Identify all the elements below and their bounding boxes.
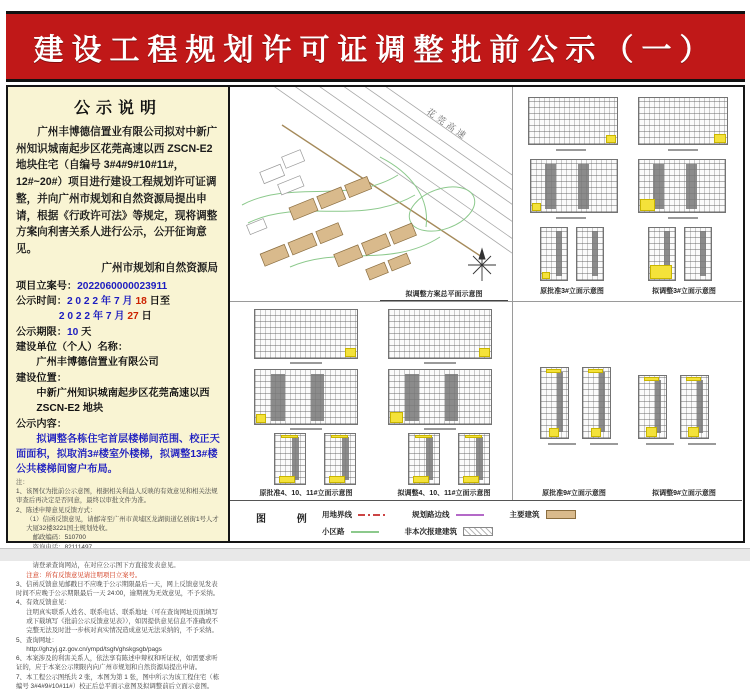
elevation-drawing xyxy=(388,369,492,425)
footnote-line: 1、该图仅为批前公示意图，根据相关利益人反映的有效意见和相关法规审查后再决定是否同意，最终以审批文件为准。 xyxy=(16,488,218,505)
panel-title: 公示说明 xyxy=(73,100,162,117)
publicity-content-text: 拟调整各栋住宅首层楼梯间范围、校正天面面积，拟取消3#楼室外楼梯，拟调整13#楼公共楼梯间窗户布局。 xyxy=(16,433,220,476)
elevation-drawing xyxy=(254,369,358,425)
planned-road-line-icon xyxy=(456,514,484,516)
main-buildings xyxy=(248,168,425,301)
elevation-drawing xyxy=(254,309,358,359)
expressway-label: 花莞高速 xyxy=(424,106,470,143)
legend-item-land-boundary: 用地界线 xyxy=(322,509,386,520)
legend-item-not-in-application: 非本次报建建筑 xyxy=(405,526,494,537)
footnote-line: 7、本工程公示图纸共 2 张，本图为第 1 张，图中所示为该工程住宅（栋编号 3#4#9#10#11#）校正后总平面示意图及拟调整前后立面示意图。 xyxy=(16,673,220,690)
footnote-heading: 注： xyxy=(16,478,29,486)
case-number-row: 项目立案号：2022060000023911 xyxy=(16,280,168,292)
elevation-drawing xyxy=(274,433,306,485)
footnote-line: 2、陈述申辩意见反馈方式： xyxy=(16,506,97,514)
elevation-drawing xyxy=(458,433,490,485)
original-41011-caption: 原批准4、10、11#立面示意图 xyxy=(259,490,353,497)
main-building-swatch-icon xyxy=(546,510,576,519)
elevation-drawing xyxy=(638,159,726,213)
original-9-caption: 原批准9#立面示意图 xyxy=(542,490,606,497)
title-banner xyxy=(6,14,745,82)
site-plan-quadrant xyxy=(230,87,512,301)
adjusted-9-caption: 拟调整9#立面示意图 xyxy=(652,490,716,497)
builder-value-row: 广州丰博德信置业有限公司 xyxy=(36,357,159,369)
notice-paragraph: 广州丰博德信置业有限公司拟对中新广州知识城南起步区花莞高速以西 ZSCN-E2 地块住宅（自编号 3#4#9#10#11#，12#~20#）项目进行建设工程规划许可证调整，并向广州市规划和自然资源局提出申请，根据《行政许可法》等规定，现将调整方案向利害关系人进行公示，公开征询意见。 xyxy=(16,126,218,256)
publicity-time-row2: 2 0 2 2 年 7 月 27 日 xyxy=(58,311,152,323)
legend-item-community-road: 小区路 xyxy=(322,526,379,537)
notice-fields xyxy=(16,279,220,432)
legend-item-main-building: 主要建筑 xyxy=(510,509,576,520)
community-road-line-icon xyxy=(351,531,379,533)
bottom-gray-strip xyxy=(0,548,750,561)
footnote-line: 注明真实联系人姓名、联系电话、联系地址（可在查询网址页面填写或下载填写《批前公示反馈意见表》），如因提供意见信息不准确或不完整无法及时进一步核对真实情况造成意见无法采纳的，不予采纳。 xyxy=(26,608,218,635)
original-3-caption: 原批准3#立面示意图 xyxy=(540,288,604,295)
footnote-line: 6、本案涉及的利害关系人，依法享有陈述申辩权和听证权，如需要求听证的，应于本案公示期限内向广州市规划和自然资源局提出申请。 xyxy=(16,655,218,672)
elevation-drawing xyxy=(540,227,568,281)
legend-row-2 xyxy=(322,526,511,537)
elevation-drawing xyxy=(528,97,618,145)
content-label-row: 公示内容： xyxy=(16,418,67,430)
footnote-line: （1）信函反馈意见，请邮寄至广州市黄埔区龙湖街道亿创街1号人才大厦32楼3221国土规划处收。 xyxy=(26,515,219,533)
footnotes-block xyxy=(16,478,220,691)
legend-item-planned-road: 规划路边线 xyxy=(412,509,484,520)
location-value-row: 中新广州知识城南起步区花莞高速以西 ZSCN-E2 地块 xyxy=(36,387,210,415)
publicity-time-row: 公示时间：2 0 2 2 年 7 月 18 日至 xyxy=(16,296,171,308)
building9-elevations-quadrant xyxy=(512,301,742,500)
elevation-drawing xyxy=(648,227,676,281)
drawings-area xyxy=(230,87,743,541)
site-plan-caption: 拟调整方案总平面示意图 xyxy=(380,289,508,301)
elevation-drawing xyxy=(408,433,440,485)
elevation-drawing xyxy=(684,227,712,281)
footnote-url: http://ghzyj.gz.gov.cn/ympd/tsgh/ghskgsgb/pags xyxy=(26,645,162,653)
legend xyxy=(230,501,742,541)
elevation-drawing xyxy=(680,375,709,439)
north-compass-icon xyxy=(468,249,496,281)
footnote-line: 邮政编码：510700 xyxy=(32,534,86,542)
elevation-drawing xyxy=(530,159,618,213)
publicity-period-row: 公示期限：10 天 xyxy=(16,326,92,338)
footnote-line: 5、查询网址： xyxy=(16,636,58,644)
legend-row-1 xyxy=(322,509,594,520)
building41011-elevations-quadrant xyxy=(230,301,512,500)
building3-elevations-quadrant xyxy=(512,87,742,301)
adjusted-41011-caption: 拟调整4、10、11#立面示意图 xyxy=(397,490,491,497)
elevation-drawing xyxy=(576,227,604,281)
footnote-warning-line: 注意：所有反馈意见请注明项目立案号。 xyxy=(26,571,142,579)
page-title: 建设工程规划许可证调整批前公示（一） xyxy=(33,33,718,67)
footnote-line: 请登录查询网站，在对应公示图下方直接发表意见。 xyxy=(32,562,180,570)
elevation-drawing xyxy=(324,433,356,485)
elevation-drawing xyxy=(638,97,728,145)
elevation-drawing xyxy=(582,367,611,439)
footnote-line: 4、有效反馈意见： xyxy=(16,599,71,607)
notice-body xyxy=(6,85,745,690)
not-in-application-swatch-icon xyxy=(463,527,493,536)
notice-explanation-panel xyxy=(8,87,230,690)
elevation-drawing xyxy=(540,367,569,439)
legend-title: 图 例 xyxy=(256,514,321,525)
location-label-row: 建设位置： xyxy=(16,372,67,384)
adjusted-3-caption: 拟调整3#立面示意图 xyxy=(652,288,716,295)
builder-label-row: 建设单位（个人）名称： xyxy=(16,342,129,354)
elevation-drawing xyxy=(388,309,492,359)
land-boundary-line-icon xyxy=(358,514,386,516)
case-number-value: 2022060000023911 xyxy=(77,280,168,292)
issuing-authority: 广州市规划和自然资源局 xyxy=(101,261,218,274)
footnote-line: 3、信函反馈意见邮戳日不应晚于公示期限最后一天，网上反馈意见发表时间不应晚于公示期限最后一天 24:00，逾期视为无效意见，不予采纳。 xyxy=(16,580,220,598)
elevation-drawing xyxy=(638,375,667,439)
site-plan-drawing xyxy=(230,87,512,301)
